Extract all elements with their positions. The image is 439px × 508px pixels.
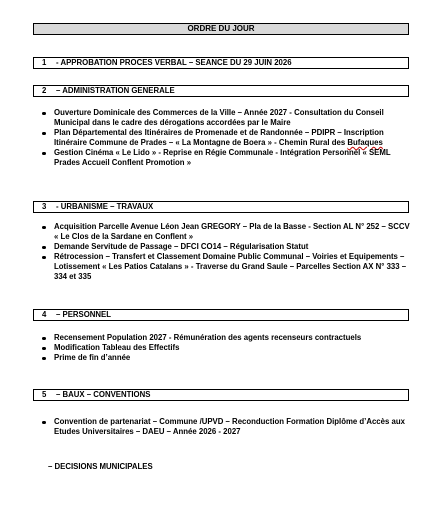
list-item: Rétrocession – Transfert et Classement Domaine Public Communal – Voiries et Equipements – Lotissement « Les Patios Catalans » - Traverse du Grand Saule – Parcelles Section AX N° 333 – 334 et 335	[40, 252, 412, 282]
section-5-label: – BAUX – CONVENTIONS	[56, 390, 151, 399]
list-item: Ouverture Dominicale des Commerces de la Ville – Année 2027 - Consultation du Conseil Municipal dans le cadre des dérogations accordées par le Maire	[40, 108, 412, 128]
section-3-number: 3	[42, 202, 47, 211]
section-5-heading	[33, 389, 409, 401]
section-2-heading	[33, 85, 409, 97]
list-item: Convention de partenariat – Commune /UPVD – Reconduction Formation Diplôme d’Accès aux Etudes Universitaires – DAEU – Année 2026 - 2027	[40, 417, 412, 437]
list-item: Plan Départemental des Itinéraires de Promenade et de Randonnée – PDIPR – Inscription Itinéraire Commune de Prades – « La Montagne de Boera » - Chemin Rural des Bufaques	[40, 128, 412, 148]
section-3-label: - URBANISME – TRAVAUX	[56, 202, 154, 211]
decisions-heading: – DECISIONS MUNICIPALES	[48, 462, 153, 471]
list-item: Prime de fin d’année	[40, 353, 412, 363]
section-2-list	[40, 108, 412, 168]
section-3-list	[40, 222, 412, 282]
list-item: Recensement Population 2027 - Rémunération des agents recenseurs contractuels	[40, 333, 412, 343]
section-2-number: 2	[42, 86, 47, 95]
section-5-number: 5	[42, 390, 47, 399]
section-4-heading	[33, 309, 409, 321]
list-item: Modification Tableau des Effectifs	[40, 343, 412, 353]
section-5-list	[40, 417, 412, 437]
list-item: Gestion Cinéma « Le Lido » - Reprise en Régie Communale - Intégration Personnel « SEML Prades Accueil Conflent Promotion »	[40, 148, 412, 168]
list-item: Demande Servitude de Passage – DFCI CO14 – Régularisation Statut	[40, 242, 412, 252]
section-4-number: 4	[42, 310, 47, 319]
list-item: Acquisition Parcelle Avenue Léon Jean GREGORY – Pla de la Basse - Section AL N° 252 – SCCV « Le Clos de la Sardane en Conflent »	[40, 222, 412, 242]
section-1-number: 1	[42, 58, 47, 67]
section-2-label: – ADMINISTRATION GENERALE	[56, 86, 175, 95]
section-1-heading	[33, 57, 409, 69]
section-4-label: – PERSONNEL	[56, 310, 112, 319]
section-3-heading	[33, 201, 409, 213]
section-4-list	[40, 333, 412, 363]
section-1-label: - APPROBATION PROCES VERBAL – SEANCE DU 29 JUIN 2026	[56, 58, 292, 67]
agenda-title: ORDRE DU JOUR	[33, 23, 409, 35]
